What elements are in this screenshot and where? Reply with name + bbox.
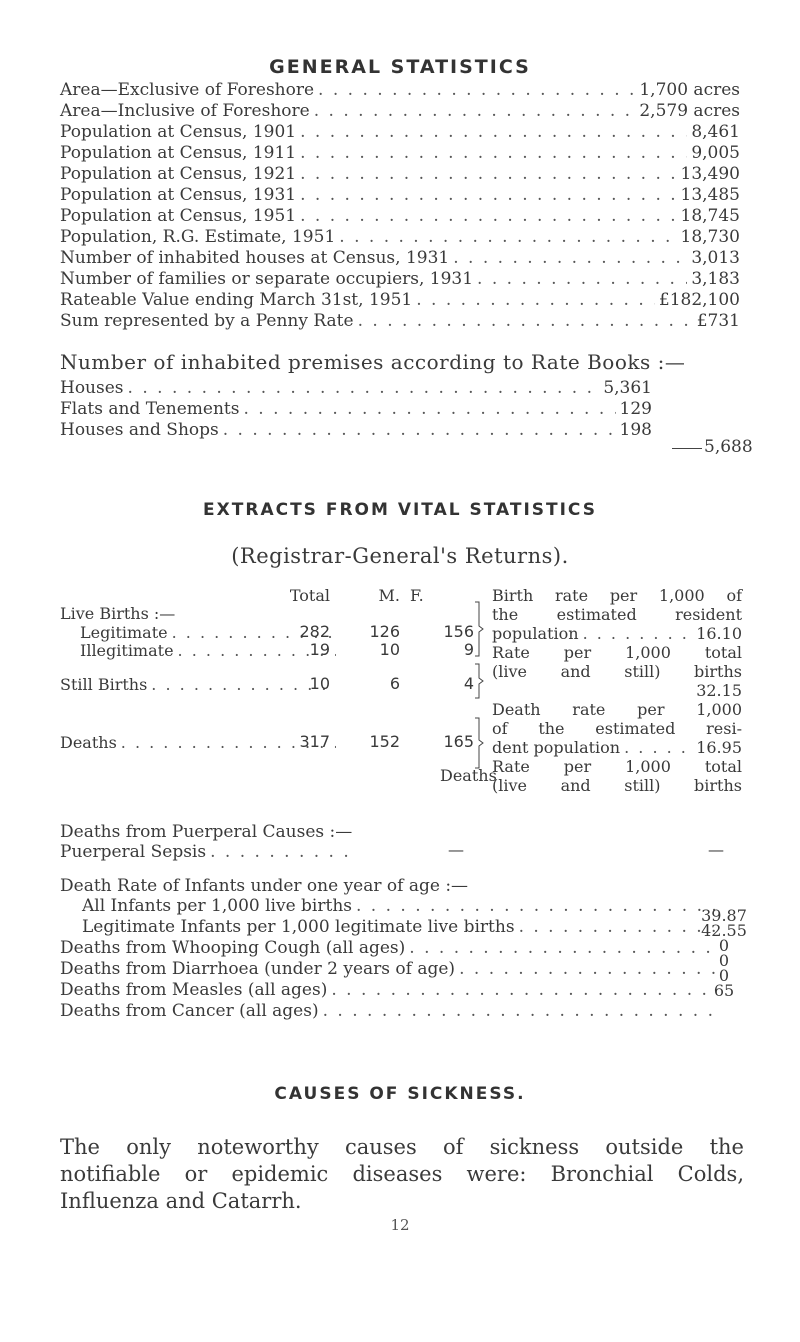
vital-row-legitimate: Legitimate . . . (80, 622, 340, 643)
puerperal-value-2: — (708, 840, 724, 859)
legitimate-total: 282 (299, 622, 330, 641)
vital-row-deaths: Deaths . . . (60, 732, 340, 753)
infant-list (60, 896, 720, 1022)
still-births-f: 4 (463, 674, 474, 693)
live-births-label: Live Births :— (60, 604, 176, 623)
general-row: Number of families or separate occupiers, 1931 . . . 3,183 (60, 269, 740, 290)
premises-list (60, 378, 652, 441)
infant-row: Deaths from Diarrhoea (under 2 years of age) . . . (60, 959, 720, 980)
legitimate-f: 156 (443, 622, 474, 641)
illegitimate-m: 10 (379, 640, 400, 659)
general-row: Population at Census, 1951 . . . 18,745 (60, 206, 740, 227)
infant-row: All Infants per 1,000 live births . . . (60, 896, 720, 917)
sickness-line: Influenza and Catarrh. (60, 1189, 302, 1213)
header-m: M. (378, 586, 400, 605)
puerperal-value: — (448, 840, 464, 859)
premises-row: Flats and Tenements . . . 129 (60, 399, 652, 420)
vital-row-illegitimate: Illegitimate . . . (80, 640, 340, 661)
general-row: Population at Census, 1921 . . . 13,490 (60, 164, 740, 185)
general-row: Population, R.G. Estimate, 1951 . . . 18,730 (60, 227, 740, 248)
sickness-line: The only noteworthy causes of sickness outside the (60, 1135, 744, 1159)
infant-heading: Death Rate of Infants under one year of age :— (60, 876, 469, 896)
deaths-m: 152 (369, 732, 400, 751)
still-births-m: 6 (389, 674, 400, 693)
general-row: Area—Exclusive of Foreshore . . . 1,700 acres (60, 80, 740, 101)
general-row: Rateable Value ending March 31st, 1951 . . . £182,100 (60, 290, 740, 311)
infant-row: Legitimate Infants per 1,000 legitimate live births . . . (60, 917, 720, 938)
sickness-line: notifiable or epidemic diseases were: Bronchial Colds, (60, 1162, 744, 1186)
general-row: Population at Census, 1901 . . . 8,461 (60, 122, 740, 143)
general-row: Sum represented by a Penny Rate . . . £731 (60, 311, 740, 332)
legitimate-m: 126 (369, 622, 400, 641)
premises-total-rule (672, 448, 702, 449)
illegitimate-total: 19 (309, 640, 330, 659)
general-row: Population at Census, 1911 . . . 9,005 (60, 143, 740, 164)
brace-deaths (474, 716, 484, 770)
header-total: Total (289, 586, 330, 605)
deaths-total: 317 (299, 732, 330, 751)
vital-row-still-births: Still Births . . . (60, 674, 340, 695)
infant-row: Deaths from Cancer (all ages) . . . (60, 1001, 720, 1022)
general-row: Number of inhabited houses at Census, 1931 . . . 3,013 (60, 248, 740, 269)
premises-row: Houses . . . 5,361 (60, 378, 652, 399)
puerperal-row: Puerperal Sepsis . . . (60, 842, 360, 863)
vital-statistics-subtitle: (Registrar-General's Returns). (231, 544, 569, 568)
general-row: Population at Census, 1931 . . . 13,485 (60, 185, 740, 206)
vital-statistics-title: EXTRACTS FROM VITAL STATISTICS (203, 500, 597, 520)
premises-title: Number of inhabited premises according to Rate Books :— (60, 350, 686, 374)
illegitimate-f: 9 (463, 640, 474, 659)
premises-total: 5,688 (704, 437, 753, 457)
page-number: 12 (390, 1216, 410, 1234)
deaths-f: 165 (443, 732, 474, 751)
vital-notes: Birth rate per 1,000 of the estimated resident population . . . 16.10 Rate per 1,000 total (live and still) births 32.15 Death rate per 1,000 of the estimated resi- dent population . . . 16.95 Rate per 1,000 total (live and still) births (492, 586, 742, 795)
brace-still (474, 662, 484, 700)
infant-values: 39.87 42.55 0 0 0 65 (701, 906, 747, 1000)
infant-row: Deaths from Measles (all ages) . . . (60, 980, 720, 1001)
sickness-text (60, 1134, 744, 1215)
general-statistics-list (60, 80, 740, 332)
still-births-total: 10 (309, 674, 330, 693)
brace-births (474, 600, 484, 658)
header-f: F. (410, 586, 424, 605)
deaths-column-label: Deaths (440, 766, 497, 785)
sickness-title: CAUSES OF SICKNESS. (274, 1084, 526, 1104)
general-row: Area—Inclusive of Foreshore . . . 2,579 acres (60, 101, 740, 122)
infant-row: Deaths from Whooping Cough (all ages) . . . (60, 938, 720, 959)
puerperal-heading: Deaths from Puerperal Causes :— (60, 822, 353, 842)
general-statistics-title: GENERAL STATISTICS (269, 56, 531, 78)
premises-row: Houses and Shops . . . 198 (60, 420, 652, 441)
